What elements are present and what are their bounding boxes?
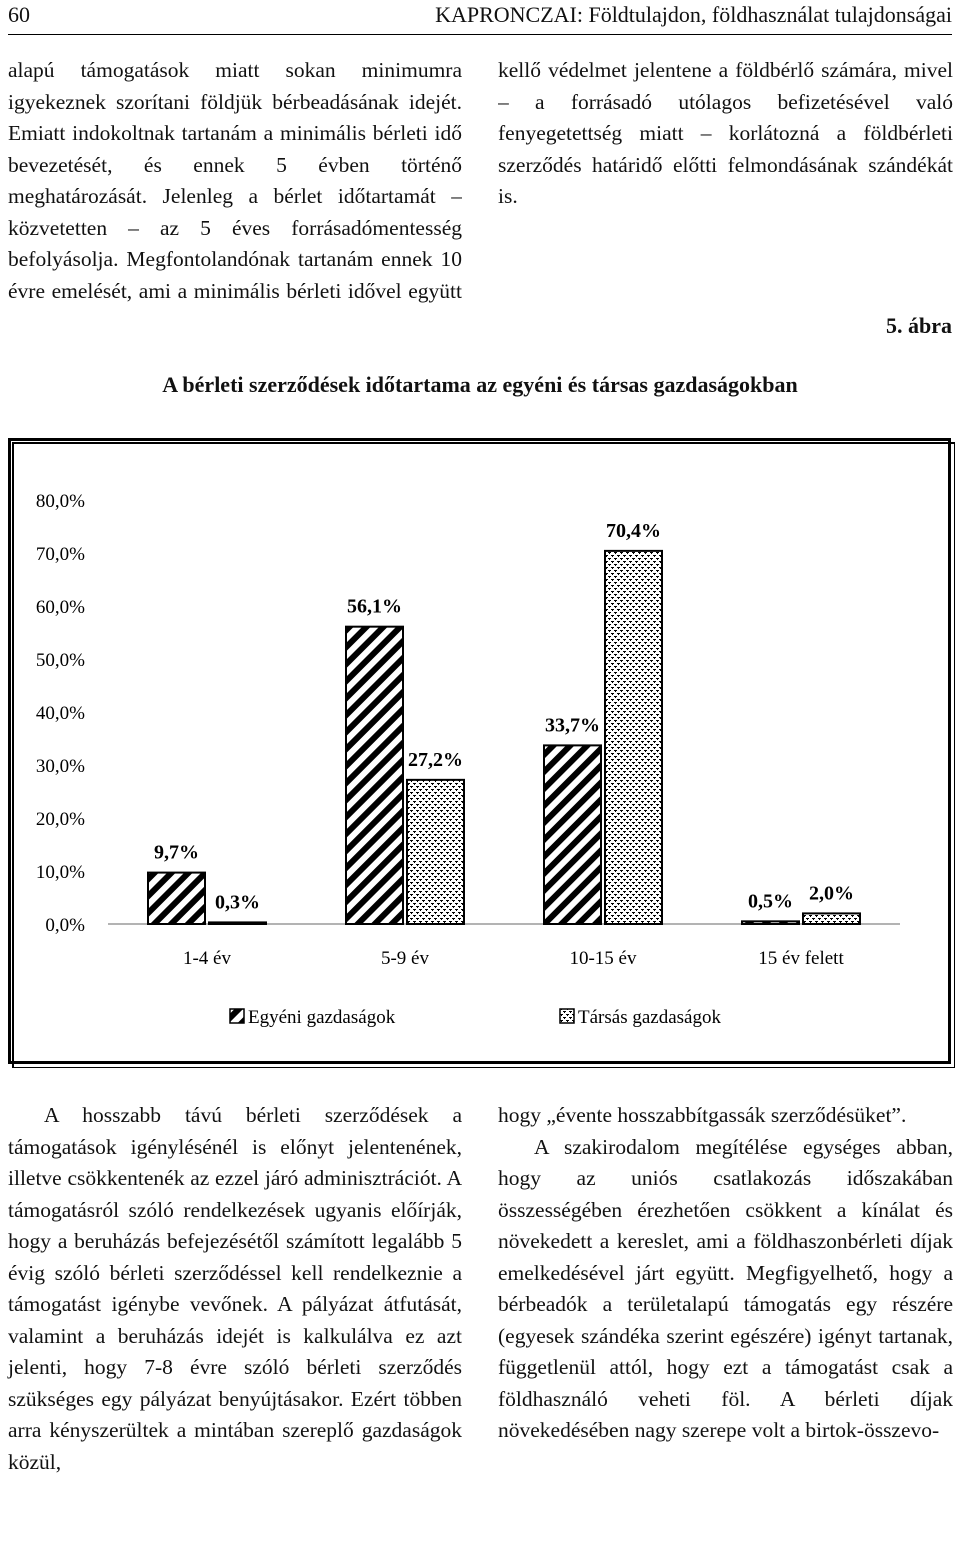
bottom-paragraph-left: A hosszabb távú bérleti szerződések a támogatások igénylésénél is előnyt jelentenének, illetve csökkentenék az ezzel járó adminisztrációt. A támogatásról szóló rendelkezések ugyanis előírják, hogy a beruházás befejezésétől számított legalább 5 évig szóló bérleti szerződéssel kell rendelkeznie a támogatást igénybe vevőnek. A pályázat átfutását, valamint a beruházás idejét is kalkulálva ez azt jelenti, hogy 7-8 évre szóló bérleti szerződés szükséges egy pályázat benyújtásakor. Ezért többen arra kényszerültek a mintában szereplő gazdaságok közül, — [8, 1103, 462, 1474]
y-tick-label: 40,0% — [35, 703, 85, 724]
data-label: 70,4% — [606, 519, 661, 542]
top-text-column-right — [498, 55, 953, 277]
y-tick-label: 20,0% — [35, 809, 85, 830]
bar-chart — [8, 438, 955, 1068]
data-label: 27,2% — [408, 748, 463, 771]
top-text-column-left — [8, 55, 462, 305]
legend-swatch — [230, 1009, 244, 1023]
x-tick-label: 5-9 év — [380, 948, 430, 969]
y-tick-label: 0,0% — [45, 915, 85, 936]
x-tick-label: 10-15 év — [569, 948, 637, 969]
legend-entry: Társás gazdaságok — [578, 1007, 721, 1028]
data-label: 9,7% — [154, 841, 199, 864]
bottom-paragraph-right-2: A szakirodalom megítélése egységes abban, hogy az uniós csatlakozás időszakában összességében érezhetően csökkent a kínálat és növekedett a kereslet, ami a földhaszonbérleti díjak emelkedésével járt együtt. Megfigyelhető, hogy a bérbeadók a területalapú támogatás egy részére (egyesek szándéka szerint egészére) igényt tartanak, függetlenül attól, hogy ezt a támogatást csak a földhasználó veheti föl. A bérleti díjak növekedésében nagy szerepe volt a birtok-összevo- — [498, 1134, 953, 1442]
y-tick-label: 60,0% — [35, 597, 85, 618]
data-label: 0,5% — [748, 890, 793, 913]
legend-swatch — [560, 1009, 574, 1023]
figure-number: 5. ábra — [886, 313, 952, 338]
x-tick-label: 1-4 év — [182, 948, 232, 969]
bar — [544, 745, 601, 924]
bar — [209, 922, 266, 924]
bottom-text-column-right — [498, 1100, 953, 1447]
bar — [346, 627, 403, 924]
page-number: 60 — [8, 2, 30, 27]
data-label: 0,3% — [215, 891, 260, 914]
y-tick-label: 70,0% — [35, 544, 85, 565]
bottom-paragraph-right-1: hogy „évente hosszabbítgassák szerződésüket”. — [498, 1103, 907, 1127]
y-tick-label: 80,0% — [35, 491, 85, 512]
figure-title: A bérleti szerződések időtartama az egyéni és társas gazdaságokban — [162, 372, 798, 397]
bottom-text-column-left — [8, 1100, 462, 1478]
bar — [742, 921, 799, 924]
bar — [803, 913, 860, 924]
bar — [407, 780, 464, 924]
y-tick-label: 50,0% — [35, 650, 85, 671]
y-tick-label: 10,0% — [35, 862, 85, 883]
x-tick-label: 15 év felett — [758, 948, 844, 969]
data-label: 56,1% — [347, 595, 402, 618]
top-paragraph: alapú támogatások miatt sokan minimumra igyekeznek szorítani földjük bérbeadásának idejét. Emiatt indokoltnak tartanám a minimális bérleti idő bevezetését, és ennek 5 évben történő meghatározását. Jelenleg a bérlet időtartamát – közvetetten – az 5 éves forrásadómentesség befolyásolja. Megfontolandónak tartanám ennek 10 évre emelését, ami a minimális bérleti idővel együtt — [8, 58, 462, 303]
data-label: 33,7% — [545, 714, 600, 737]
chart-frame — [8, 438, 955, 1068]
page-header — [8, 0, 952, 35]
top-paragraph-continued: kellő védelmet jelentene a földbérlő számára, mivel – a forrásadó utólagos befizetésével való fenyegetettség miatt – korlátozná a földbérleti szerződés határidő előtti felmondásának szándékát is. — [498, 58, 953, 208]
bar — [148, 873, 205, 924]
bar — [605, 551, 662, 924]
y-tick-label: 30,0% — [35, 756, 85, 777]
legend-entry: Egyéni gazdaságok — [248, 1007, 396, 1028]
chart-border — [10, 440, 950, 1063]
data-label: 2,0% — [809, 882, 854, 905]
running-title: KAPRONCZAI: Földtulajdon, földhasználat tulajdonságai — [435, 2, 952, 27]
